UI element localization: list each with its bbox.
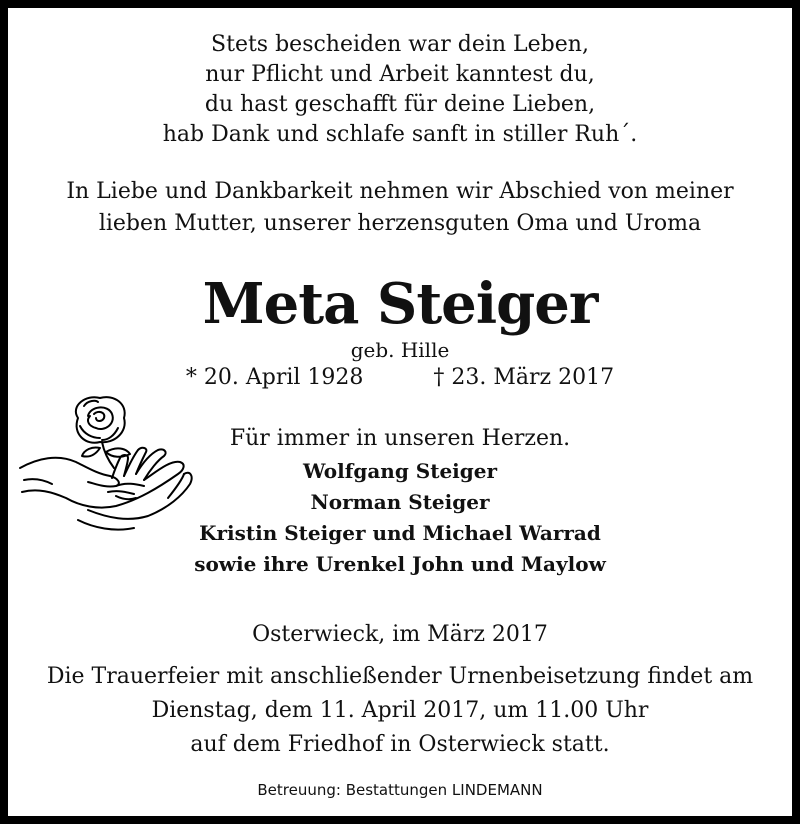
verse-line: du hast geschafft für deine Lieben, — [204, 92, 596, 117]
death-date: † 23. März 2017 — [433, 365, 615, 390]
mourner-name: sowie ihre Urenkel John und Maylow — [194, 552, 606, 576]
intro-text — [8, 176, 792, 240]
maiden-name: geb. Hille — [350, 338, 450, 362]
verse-line: Stets bescheiden war dein Leben, — [211, 32, 589, 57]
funeral-home-credit: Betreuung: Bestattungen LINDEMANN — [257, 781, 543, 799]
birth-date: * 20. April 1928 — [185, 365, 364, 390]
mourners-heading: Für immer in unseren Herzen. — [229, 426, 571, 451]
mourner-name: Kristin Steiger und Michael Warrad — [199, 521, 601, 545]
place-and-date: Osterwieck, im März 2017 — [252, 622, 548, 647]
mourner-name: Wolfgang Steiger — [302, 459, 498, 483]
verse-line: nur Pflicht und Arbeit kanntest du, — [205, 62, 595, 87]
intro-line: In Liebe und Dankbarkeit nehmen wir Abschied von meiner — [66, 179, 734, 204]
deceased-name: Meta Steiger — [202, 271, 598, 337]
intro-line: lieben Mutter, unserer herzensguten Oma und Uroma — [98, 211, 702, 236]
service-line: Dienstag, dem 11. April 2017, um 11.00 Uhr — [151, 698, 649, 723]
verse-line: hab Dank und schlafe sanft in stiller Ruh´. — [162, 122, 638, 147]
service-line: Die Trauerfeier mit anschließender Urnenbeisetzung findet am — [46, 664, 754, 689]
mourners-list — [8, 456, 792, 580]
verse — [8, 30, 792, 150]
service-details — [8, 660, 792, 762]
mourner-name: Norman Steiger — [310, 490, 490, 514]
service-line: auf dem Friedhof in Osterwieck statt. — [190, 732, 610, 757]
